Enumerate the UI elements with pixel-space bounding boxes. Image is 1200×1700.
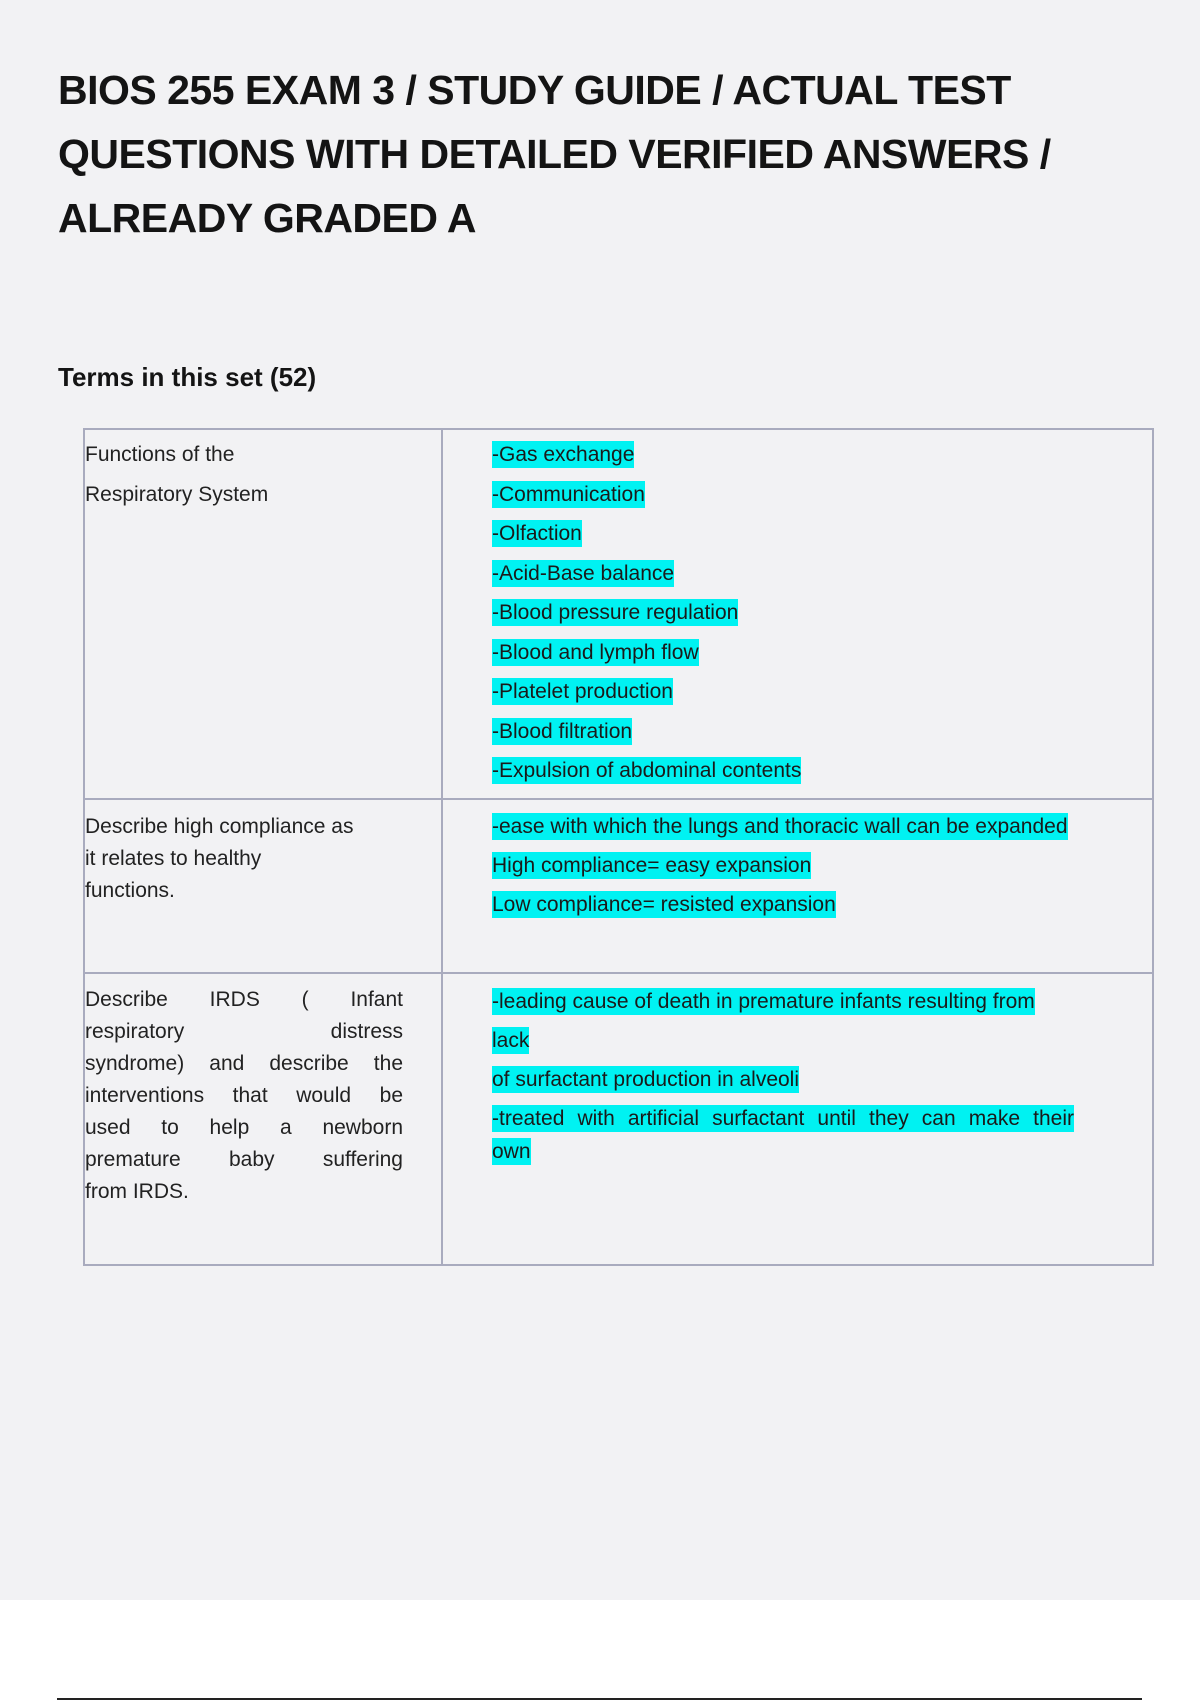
highlighted-text: own xyxy=(492,1140,531,1163)
term-line: functions. xyxy=(85,879,175,902)
definition-line xyxy=(492,712,1074,752)
set-heading: Terms in this set (52) xyxy=(58,362,317,392)
definition-line xyxy=(492,554,1074,594)
term-line: used to help a newborn xyxy=(85,1116,403,1139)
term-line: Describe IRDS ( Infant xyxy=(85,988,403,1011)
definition-cell xyxy=(442,799,1153,973)
definition-line xyxy=(492,475,1074,515)
definition-line xyxy=(492,1099,1074,1138)
highlighted-text: -treated with artificial surfactant until they can make their xyxy=(492,1107,1074,1130)
term-line: interventions that would be xyxy=(85,1084,403,1107)
definition-cell xyxy=(442,973,1153,1265)
highlighted-text: -Blood filtration xyxy=(492,719,633,743)
term-text xyxy=(85,811,403,907)
highlighted-text: -ease with which the lungs and thoracic wall can be expanded xyxy=(492,815,1068,838)
definition-line xyxy=(492,672,1074,712)
highlighted-text: -Acid-Base balance xyxy=(492,561,675,585)
term-line: syndrome) and describe the xyxy=(85,1052,403,1075)
definition-line xyxy=(492,982,1074,1060)
definition-line xyxy=(492,846,1074,885)
term-line: Respiratory System xyxy=(85,483,269,506)
definition-list xyxy=(492,807,1074,924)
terms-table xyxy=(83,428,1154,1266)
term-row xyxy=(84,799,1153,973)
highlighted-text: High compliance= easy expansion xyxy=(492,854,812,877)
definition-cell xyxy=(442,429,1153,799)
term-text xyxy=(85,984,403,1208)
definition-line xyxy=(492,514,1074,554)
highlighted-text: of surfactant production in alveoli xyxy=(492,1068,800,1091)
term-text xyxy=(85,435,403,515)
highlighted-text: -Platelet production xyxy=(492,680,673,703)
term-line: premature baby suffering xyxy=(85,1148,403,1171)
highlighted-text: -Blood pressure regulation xyxy=(492,601,739,624)
highlighted-text: -Communication xyxy=(492,482,645,506)
definition-line xyxy=(492,435,1074,475)
term-row xyxy=(84,973,1153,1265)
definition-list xyxy=(492,982,1074,1165)
term-line: from IRDS. xyxy=(85,1180,189,1203)
term-cell xyxy=(84,973,442,1265)
definition-line xyxy=(492,1060,1074,1099)
term-line: Describe high compliance as xyxy=(85,815,354,838)
term-cell xyxy=(84,799,442,973)
definition-line xyxy=(492,1138,1074,1165)
highlighted-text: -Gas exchange xyxy=(492,443,635,466)
definition-line xyxy=(492,633,1074,673)
highlighted-text: -Expulsion of abdominal contents xyxy=(492,759,802,782)
definition-list xyxy=(492,435,1074,791)
definition-line xyxy=(492,885,1074,924)
term-line: it relates to healthy xyxy=(85,847,262,870)
highlighted-text: -leading cause of death in premature infants resulting from lack xyxy=(492,990,1035,1052)
term-line: Functions of the xyxy=(85,443,235,466)
highlighted-text: Low compliance= resisted expansion xyxy=(492,893,836,916)
definition-line xyxy=(492,751,1074,791)
highlighted-text: -Blood and lymph flow xyxy=(492,640,699,664)
term-line: respiratory distress xyxy=(85,1020,403,1043)
term-cell xyxy=(84,429,442,799)
term-row xyxy=(84,429,1153,799)
highlighted-text: -Olfaction xyxy=(492,522,582,545)
definition-line xyxy=(492,593,1074,633)
definition-line xyxy=(492,807,1074,846)
document-title: BIOS 255 EXAM 3 / STUDY GUIDE / ACTUAL TEST QUESTIONS WITH DETAILED VERIFIED ANSWERS / ALREADY GRADED A xyxy=(58,67,1051,241)
